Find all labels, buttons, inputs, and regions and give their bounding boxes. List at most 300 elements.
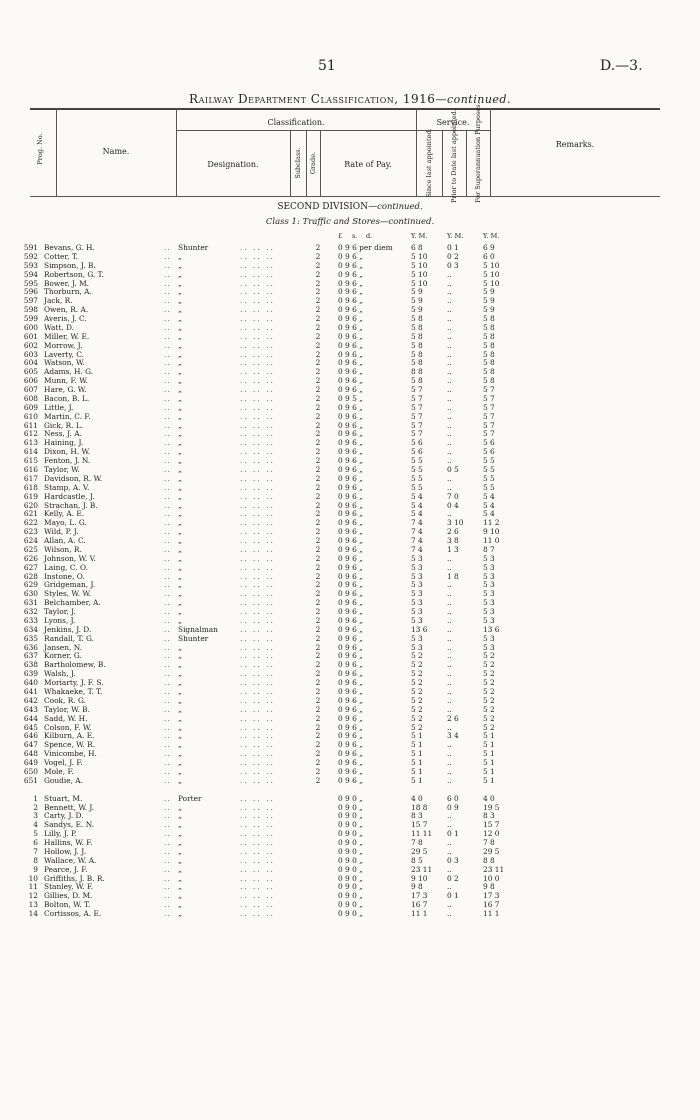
row-service-since: 5 2 bbox=[411, 660, 423, 670]
leader-dots: .. bbox=[164, 251, 171, 261]
row-grade: 2 bbox=[315, 722, 321, 732]
row-number: 600 bbox=[23, 322, 38, 332]
row-name: Kilburn, A. E. bbox=[44, 731, 95, 741]
row-designation: „ bbox=[178, 269, 182, 279]
leader-dots: .. .. .. bbox=[240, 704, 275, 714]
row-number: 618 bbox=[23, 482, 38, 492]
table-row bbox=[0, 350, 700, 359]
row-service-prior: .. bbox=[447, 402, 452, 412]
row-designation: „ bbox=[178, 580, 182, 590]
table-row bbox=[0, 891, 700, 900]
row-number: 594 bbox=[23, 269, 38, 279]
row-number: 603 bbox=[23, 349, 38, 359]
row-number: 8 bbox=[33, 855, 38, 865]
row-name: Bolton, W. T. bbox=[44, 900, 91, 910]
leader-dots: .. bbox=[164, 527, 171, 537]
row-pay: 0 9 6 „ bbox=[338, 465, 363, 474]
row-designation: „ bbox=[178, 678, 182, 688]
row-number: 645 bbox=[23, 722, 38, 732]
leader-dots: .. .. .. bbox=[240, 909, 275, 919]
page-reference: D.—3. bbox=[600, 58, 643, 74]
leader-dots: .. bbox=[164, 793, 171, 803]
row-grade: 2 bbox=[315, 580, 321, 590]
row-designation: „ bbox=[178, 473, 182, 483]
row-service-super: 5 7 bbox=[483, 411, 495, 421]
row-service-prior: .. bbox=[447, 846, 452, 856]
row-pay: 0 9 0 „ bbox=[338, 829, 363, 839]
row-designation: „ bbox=[178, 829, 182, 839]
table-row bbox=[0, 252, 700, 261]
row-name: Jack, R. bbox=[44, 296, 73, 306]
row-service-super: 5 3 bbox=[483, 615, 495, 625]
row-grade: 2 bbox=[315, 287, 321, 297]
row-pay: 0 9 6 „ bbox=[338, 367, 363, 377]
row-name: Mole, F. bbox=[44, 766, 74, 776]
table-row bbox=[0, 438, 700, 447]
leader-dots: .. .. .. bbox=[240, 527, 275, 537]
row-service-since: 5 2 bbox=[411, 713, 423, 723]
row-service-super: 5 3 bbox=[483, 562, 495, 572]
table-row bbox=[0, 758, 700, 767]
leader-dots: .. bbox=[164, 411, 171, 421]
row-name: Stuart, M. bbox=[44, 793, 83, 803]
row-service-prior: .. bbox=[447, 411, 452, 421]
leader-dots: .. bbox=[164, 633, 171, 643]
row-service-super: 5 8 bbox=[483, 349, 495, 359]
leader-dots: .. bbox=[164, 820, 171, 830]
table-row bbox=[0, 865, 700, 874]
leader-dots: .. bbox=[164, 855, 171, 865]
leader-dots: .. .. .. bbox=[240, 651, 275, 661]
row-service-since: 5 8 bbox=[411, 376, 423, 386]
table-row bbox=[0, 296, 700, 305]
row-grade: 2 bbox=[315, 456, 321, 466]
row-service-super: 5 7 bbox=[483, 393, 495, 403]
header-divider bbox=[442, 130, 443, 196]
leader-dots: .. .. .. bbox=[240, 340, 275, 350]
row-number: 621 bbox=[23, 509, 38, 519]
row-pay: 0 9 6 „ bbox=[338, 766, 363, 776]
table-row bbox=[0, 287, 700, 296]
row-pay: 0 9 6 „ bbox=[338, 385, 363, 395]
row-name: Ness, J. A. bbox=[44, 429, 82, 439]
title-suffix: continued. bbox=[446, 93, 511, 106]
row-pay: 0 9 6 „ bbox=[338, 314, 363, 324]
row-grade: 2 bbox=[315, 713, 321, 723]
table-row bbox=[0, 749, 700, 758]
row-pay: 0 9 6 „ bbox=[338, 500, 363, 510]
leader-dots: .. bbox=[164, 376, 171, 386]
row-service-prior: .. bbox=[447, 473, 452, 483]
leader-dots: .. bbox=[164, 349, 171, 359]
row-service-super: 5 8 bbox=[483, 376, 495, 386]
row-number: 638 bbox=[23, 660, 38, 670]
header-divider bbox=[290, 130, 291, 196]
row-grade: 2 bbox=[315, 766, 321, 776]
row-designation: Shunter bbox=[178, 633, 209, 643]
row-service-since: 5 2 bbox=[411, 669, 423, 679]
row-service-since: 5 2 bbox=[411, 704, 423, 714]
row-designation: „ bbox=[178, 642, 182, 652]
table-row bbox=[0, 447, 700, 456]
table-row bbox=[0, 909, 700, 918]
row-service-super: 5 6 bbox=[483, 438, 495, 448]
row-service-since: 5 7 bbox=[411, 420, 423, 430]
leader-dots: .. .. .. bbox=[240, 500, 275, 510]
table-row bbox=[0, 625, 700, 634]
row-service-super: 5 3 bbox=[483, 607, 495, 617]
row-service-since: 5 4 bbox=[411, 509, 423, 519]
row-designation: „ bbox=[178, 562, 182, 572]
row-service-prior: .. bbox=[447, 722, 452, 732]
row-service-since: 5 1 bbox=[411, 766, 423, 776]
leader-dots: .. .. .. bbox=[240, 855, 275, 865]
row-designation: „ bbox=[178, 589, 182, 599]
row-designation: „ bbox=[178, 260, 182, 270]
row-service-since: 5 3 bbox=[411, 562, 423, 572]
leader-dots: .. .. .. bbox=[240, 900, 275, 910]
table-row bbox=[0, 270, 700, 279]
row-service-prior: 0 3 bbox=[447, 260, 459, 270]
row-number: 631 bbox=[23, 598, 38, 608]
row-service-super: 5 2 bbox=[483, 713, 495, 723]
row-service-prior: .. bbox=[447, 589, 452, 599]
row-service-since: 5 9 bbox=[411, 296, 423, 306]
leader-dots: .. .. .. bbox=[240, 491, 275, 501]
row-grade: 2 bbox=[315, 473, 321, 483]
leader-dots: .. .. .. bbox=[240, 802, 275, 812]
leader-dots: .. .. .. bbox=[240, 846, 275, 856]
row-pay: 0 9 6 „ bbox=[338, 305, 363, 315]
row-designation: „ bbox=[178, 322, 182, 332]
table-row bbox=[0, 314, 700, 323]
row-designation: „ bbox=[178, 882, 182, 892]
row-service-super: 5 8 bbox=[483, 340, 495, 350]
leader-dots: .. .. .. bbox=[240, 376, 275, 386]
leader-dots: .. .. .. bbox=[240, 864, 275, 874]
table-row bbox=[0, 279, 700, 288]
row-name: Griffiths, J. B. R. bbox=[44, 873, 105, 883]
row-name: Watson, W. bbox=[44, 358, 85, 368]
leader-dots: .. bbox=[164, 296, 171, 306]
row-service-super: 5 9 bbox=[483, 287, 495, 297]
table-row bbox=[0, 501, 700, 510]
row-service-prior: .. bbox=[447, 553, 452, 563]
row-service-since: 5 3 bbox=[411, 571, 423, 581]
row-service-since: 5 2 bbox=[411, 722, 423, 732]
row-pay: 0 9 6 „ bbox=[338, 420, 363, 430]
row-service-prior: .. bbox=[447, 358, 452, 368]
row-service-super: 5 3 bbox=[483, 589, 495, 599]
row-name: Simpson, J. B. bbox=[44, 260, 96, 270]
row-service-prior: .. bbox=[447, 651, 452, 661]
leader-dots: .. .. .. bbox=[240, 420, 275, 430]
header-bottom-rule bbox=[30, 196, 660, 197]
row-name: Davidson, R. W. bbox=[44, 473, 103, 483]
row-designation: „ bbox=[178, 358, 182, 368]
row-name: Cook, R. G. bbox=[44, 695, 86, 705]
row-pay: 0 9 6 „ bbox=[338, 687, 363, 696]
leader-dots: .. bbox=[164, 580, 171, 590]
row-designation: „ bbox=[178, 296, 182, 306]
row-service-since: 23 11 bbox=[411, 864, 433, 874]
row-service-since: 5 2 bbox=[411, 651, 423, 661]
unit-ym: Y. M. bbox=[483, 232, 500, 240]
row-number: 607 bbox=[23, 385, 38, 395]
row-number: 609 bbox=[23, 402, 38, 412]
row-pay: 0 9 6 „ bbox=[338, 278, 363, 288]
row-designation: „ bbox=[178, 722, 182, 732]
row-service-since: 5 3 bbox=[411, 642, 423, 652]
leader-dots: .. bbox=[164, 331, 171, 341]
row-name: Colson, F. W. bbox=[44, 722, 92, 732]
row-service-since: 6 8 bbox=[411, 243, 423, 252]
table-row bbox=[0, 874, 700, 883]
leader-dots: .. bbox=[164, 846, 171, 856]
row-designation: „ bbox=[178, 491, 182, 501]
row-number: 643 bbox=[23, 704, 38, 714]
row-name: Averis, J. C. bbox=[44, 314, 87, 324]
row-number: 630 bbox=[23, 589, 38, 599]
row-grade: 2 bbox=[315, 243, 321, 252]
row-service-prior: .. bbox=[447, 633, 452, 643]
row-pay: 0 9 0 „ bbox=[338, 820, 363, 830]
row-grade: 2 bbox=[315, 624, 321, 634]
row-service-prior: .. bbox=[447, 509, 452, 519]
row-grade: 2 bbox=[315, 447, 321, 457]
row-name: Thorburn, A. bbox=[44, 287, 92, 297]
row-pay: 0 9 6 „ bbox=[338, 527, 363, 537]
row-service-prior: .. bbox=[447, 314, 452, 324]
row-pay: 0 9 6 „ bbox=[338, 260, 363, 270]
leader-dots: .. bbox=[164, 509, 171, 519]
row-service-super: 5 7 bbox=[483, 385, 495, 395]
row-service-super: 16 7 bbox=[483, 900, 500, 910]
row-name: Miller, W. E. bbox=[44, 331, 90, 341]
row-service-super: 5 2 bbox=[483, 704, 495, 714]
row-service-super: 5 3 bbox=[483, 598, 495, 608]
row-service-super: 5 2 bbox=[483, 678, 495, 688]
row-designation: „ bbox=[178, 314, 182, 324]
row-service-since: 17 3 bbox=[411, 891, 428, 901]
leader-dots: .. bbox=[164, 607, 171, 617]
row-service-super: 10 0 bbox=[483, 873, 500, 883]
row-service-since: 11 1 bbox=[411, 909, 428, 919]
row-grade: 2 bbox=[315, 260, 321, 270]
row-pay: 0 9 6 „ bbox=[338, 331, 363, 341]
leader-dots: .. bbox=[164, 473, 171, 483]
leader-dots: .. bbox=[164, 544, 171, 554]
row-pay: 0 9 0 „ bbox=[338, 873, 363, 883]
row-name: Bevans, G. H. bbox=[44, 243, 95, 252]
row-number: 651 bbox=[23, 775, 38, 785]
row-number: 1 bbox=[33, 793, 38, 803]
row-number: 612 bbox=[23, 429, 38, 439]
leader-dots: .. bbox=[164, 598, 171, 608]
row-designation: „ bbox=[178, 749, 182, 759]
row-service-prior: 2 6 bbox=[447, 527, 459, 537]
row-number: 614 bbox=[23, 447, 38, 457]
row-service-prior: .. bbox=[447, 838, 452, 848]
table-row bbox=[0, 358, 700, 367]
leader-dots: .. .. .. bbox=[240, 411, 275, 421]
row-service-super: 8 8 bbox=[483, 855, 495, 865]
row-grade: 2 bbox=[315, 305, 321, 315]
row-number: 598 bbox=[23, 305, 38, 315]
section-subtitle: Class 1: Traffic and Stores—continued. bbox=[265, 217, 435, 227]
row-service-super: 11 0 bbox=[483, 536, 500, 546]
header-service: Service. bbox=[436, 118, 470, 127]
row-name: Moriarty, J. F. S. bbox=[44, 678, 104, 688]
row-designation: „ bbox=[178, 873, 182, 883]
row-designation: „ bbox=[178, 456, 182, 466]
leader-dots: .. bbox=[164, 465, 171, 474]
row-service-since: 5 4 bbox=[411, 500, 423, 510]
leader-dots: .. .. .. bbox=[240, 518, 275, 528]
row-number: 617 bbox=[23, 473, 38, 483]
row-grade: 2 bbox=[315, 500, 321, 510]
leader-dots: .. .. .. bbox=[240, 456, 275, 466]
row-grade: 2 bbox=[315, 704, 321, 714]
leader-dots: .. .. .. bbox=[240, 624, 275, 634]
table-row bbox=[0, 589, 700, 598]
row-designation: „ bbox=[178, 704, 182, 714]
row-name: Watt, D. bbox=[44, 322, 75, 332]
row-service-prior: .. bbox=[447, 695, 452, 705]
leader-dots: .. .. .. bbox=[240, 509, 275, 519]
row-service-since: 5 2 bbox=[411, 678, 423, 688]
table-row bbox=[0, 634, 700, 643]
leader-dots: .. bbox=[164, 811, 171, 821]
row-service-super: 5 8 bbox=[483, 358, 495, 368]
row-service-prior: .. bbox=[447, 331, 452, 341]
row-grade: 2 bbox=[315, 491, 321, 501]
row-designation: „ bbox=[178, 615, 182, 625]
leader-dots: .. bbox=[164, 562, 171, 572]
row-name: Owen, R. A. bbox=[44, 305, 89, 315]
row-number: 622 bbox=[23, 518, 38, 528]
row-service-super: 6 9 bbox=[483, 243, 495, 252]
row-designation: „ bbox=[178, 909, 182, 919]
row-service-prior: .. bbox=[447, 678, 452, 688]
header-grade: Grade. bbox=[309, 151, 317, 175]
row-pay: 0 9 6 „ bbox=[338, 562, 363, 572]
row-service-super: 5 7 bbox=[483, 420, 495, 430]
leader-dots: .. .. .. bbox=[240, 447, 275, 457]
row-service-prior: 3 8 bbox=[447, 536, 459, 546]
leader-dots: .. .. .. bbox=[240, 296, 275, 306]
row-service-super: 5 1 bbox=[483, 749, 495, 759]
leader-dots: .. bbox=[164, 864, 171, 874]
leader-dots: .. bbox=[164, 722, 171, 732]
header-divider bbox=[490, 108, 491, 196]
row-service-super: 8 7 bbox=[483, 544, 495, 554]
row-service-prior: .. bbox=[447, 305, 452, 315]
row-name: Korner, G. bbox=[44, 651, 82, 661]
row-service-since: 7 8 bbox=[411, 838, 423, 848]
leader-dots: .. .. .. bbox=[240, 367, 275, 377]
leader-dots: .. .. .. bbox=[240, 820, 275, 830]
header-prior-date: Prior to Date last appointed. bbox=[450, 109, 458, 203]
leader-dots: .. bbox=[164, 447, 171, 457]
row-service-prior: 0 2 bbox=[447, 873, 459, 883]
row-pay: 0 9 6 „ bbox=[338, 713, 363, 723]
row-name: Pearce, J. F. bbox=[44, 864, 88, 874]
row-designation: „ bbox=[178, 429, 182, 439]
row-service-prior: 3 4 bbox=[447, 731, 459, 741]
row-service-since: 5 3 bbox=[411, 607, 423, 617]
row-service-prior: 0 5 bbox=[447, 465, 459, 474]
row-service-prior: .. bbox=[447, 864, 452, 874]
row-service-since: 5 6 bbox=[411, 447, 423, 457]
row-pay: 0 9 0 „ bbox=[338, 909, 363, 919]
row-service-super: 5 8 bbox=[483, 322, 495, 332]
row-service-since: 5 9 bbox=[411, 287, 423, 297]
row-service-prior: .. bbox=[447, 704, 452, 714]
row-pay: 0 9 6 „ bbox=[338, 349, 363, 359]
row-service-super: 8 3 bbox=[483, 811, 495, 821]
row-name: Sadd, W. H. bbox=[44, 713, 88, 723]
leader-dots: .. bbox=[164, 491, 171, 501]
row-number: 650 bbox=[23, 766, 38, 776]
row-designation: „ bbox=[178, 482, 182, 492]
row-designation: „ bbox=[178, 509, 182, 519]
row-designation: „ bbox=[178, 305, 182, 315]
row-grade: 2 bbox=[315, 607, 321, 617]
row-number: 599 bbox=[23, 314, 38, 324]
row-name: Laverty, C. bbox=[44, 349, 84, 359]
row-pay: 0 9 6 „ bbox=[338, 544, 363, 554]
row-service-since: 8 3 bbox=[411, 811, 423, 821]
row-number: 2 bbox=[33, 802, 38, 812]
header-divider bbox=[306, 130, 307, 196]
row-service-since: 5 6 bbox=[411, 438, 423, 448]
row-number: 606 bbox=[23, 376, 38, 386]
header-rate-of-pay: Rate of Pay. bbox=[344, 160, 392, 169]
row-number: 616 bbox=[23, 465, 38, 474]
row-service-since: 5 8 bbox=[411, 322, 423, 332]
row-service-prior: .. bbox=[447, 900, 452, 910]
row-service-since: 5 3 bbox=[411, 553, 423, 563]
row-pay: 0 9 6 „ bbox=[338, 740, 363, 750]
row-service-since: 5 1 bbox=[411, 731, 423, 741]
leader-dots: .. bbox=[164, 615, 171, 625]
row-designation: „ bbox=[178, 544, 182, 554]
leader-dots: .. bbox=[164, 669, 171, 679]
row-name: Hardcastle, J. bbox=[44, 491, 95, 501]
row-number: 597 bbox=[23, 296, 38, 306]
row-service-super: 17 3 bbox=[483, 891, 500, 901]
leader-dots: .. .. .. bbox=[240, 722, 275, 732]
row-grade: 2 bbox=[315, 758, 321, 768]
row-service-since: 5 8 bbox=[411, 349, 423, 359]
unit-pence: d. bbox=[366, 232, 373, 240]
table-row bbox=[0, 696, 700, 705]
leader-dots: .. bbox=[164, 278, 171, 288]
row-designation: „ bbox=[178, 820, 182, 830]
leader-dots: .. bbox=[164, 571, 171, 581]
row-number: 648 bbox=[23, 749, 38, 759]
row-grade: 2 bbox=[315, 749, 321, 759]
row-number: 646 bbox=[23, 731, 38, 741]
row-service-prior: .. bbox=[447, 349, 452, 359]
row-pay: 0 9 0 „ bbox=[338, 846, 363, 856]
leader-dots: .. .. .. bbox=[240, 544, 275, 554]
leader-dots: .. bbox=[164, 749, 171, 759]
row-service-super: 5 9 bbox=[483, 296, 495, 306]
row-service-prior: .. bbox=[447, 882, 452, 892]
row-number: 5 bbox=[33, 829, 38, 839]
